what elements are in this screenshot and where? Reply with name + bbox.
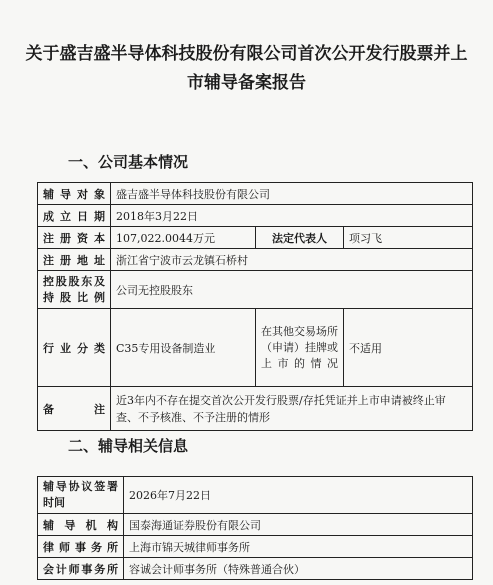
cell-value-address: 浙江省宁波市云龙镇石桥村 [111,249,473,271]
table-row [38,558,473,580]
cell-value-industry: C35专用设备制造业 [111,309,256,387]
cell-label-target: 辅导对象 [38,183,111,205]
table-row [38,249,473,271]
tutoring-info-table [37,476,473,580]
cell-value-law-firm: 上海市锦天城律师事务所 [124,536,473,558]
cell-value-note: 近3年内不存在提交首次公开发行股票/存托凭证并上市申请被终止审查、不予核准、不予注册的情形 [111,387,473,431]
cell-value-accounting-firm: 容诚会计师事务所（特殊普通合伙） [124,558,473,580]
cell-value-sign-date: 2026年7月22日 [124,477,473,514]
section-heading-tutoring-info: 二、辅导相关信息 [68,437,189,455]
cell-value-holder: 公司无控股股东 [111,271,473,309]
table-row [38,536,473,558]
cell-label-sign-date [38,477,124,514]
cell-value-capital: 107,022.0044万元 [111,227,256,249]
table-row [38,183,473,205]
table-row [38,205,473,227]
table-row [38,514,473,536]
holder-label-line2: 持股比例 [43,290,105,304]
table-row [38,387,473,431]
cell-label-rep: 法定代表人 [256,227,344,249]
table-row [38,309,473,387]
table-row [38,271,473,309]
cell-label-date: 成立日期 [38,205,111,227]
section-heading-company-info: 一、公司基本情况 [68,153,189,171]
cell-label-holder [38,271,111,309]
cell-value-date: 2018年3月22日 [111,205,473,227]
cell-label-law-firm: 律师事务所 [38,536,124,558]
cell-label-org: 辅导机构 [38,514,124,536]
sign-label-line2: 时间 [43,496,65,509]
report-title: 关于盛吉盛半导体科技股份有限公司首次公开发行股票并上市辅导备案报告 [25,44,468,93]
sign-label-line1: 辅导协议签署 [43,480,118,493]
cell-label-note: 备注 [38,387,111,431]
cell-label-address: 注册地址 [38,249,111,271]
cell-label-listed: 在其他交易场所（申请）挂牌或上市的情况 [256,309,344,387]
table-row [38,477,473,514]
cell-label-capital: 注册资本 [38,227,111,249]
company-info-table [37,182,473,431]
holder-label-line1: 控股股东及 [43,274,105,288]
cell-value-rep: 项习飞 [344,227,473,249]
cell-value-listed: 不适用 [344,309,473,387]
cell-value-org: 国泰海通证券股份有限公司 [124,514,473,536]
cell-label-industry: 行业分类 [38,309,111,387]
cell-label-accounting-firm: 会计师事务所 [38,558,124,580]
table-row [38,227,473,249]
cell-value-target: 盛吉盛半导体科技股份有限公司 [111,183,473,205]
